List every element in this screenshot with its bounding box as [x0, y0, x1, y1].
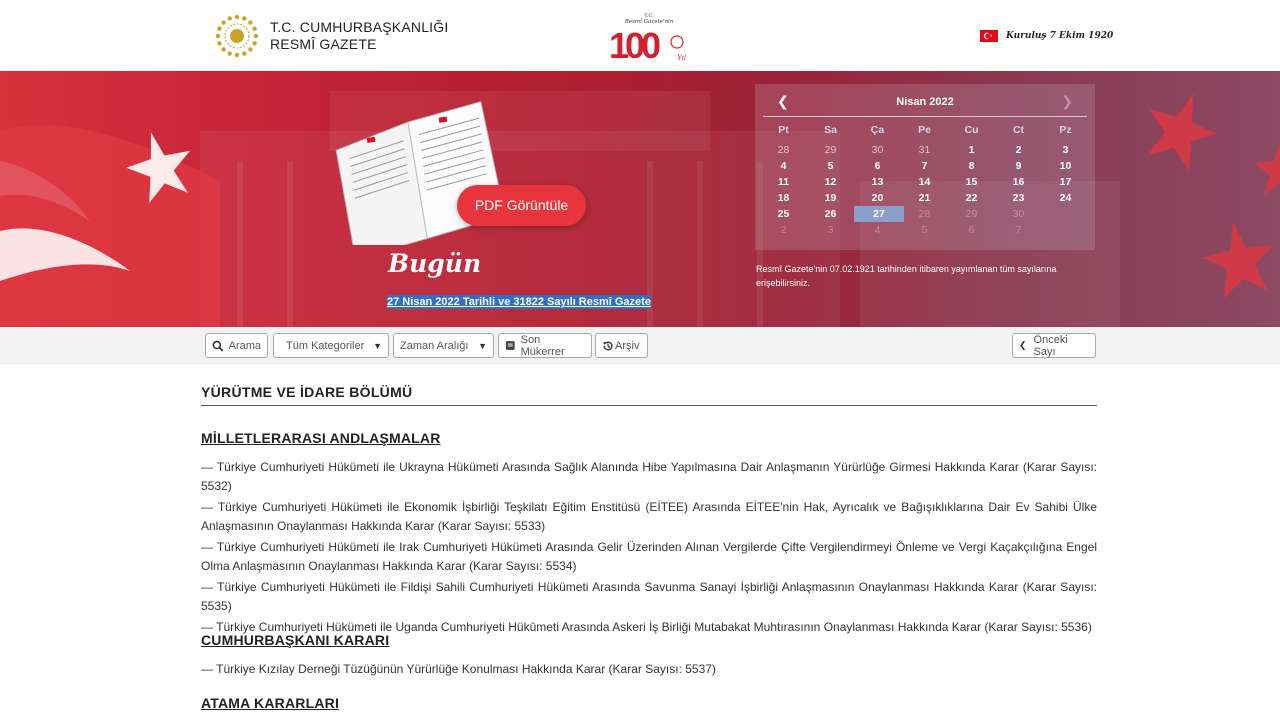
calendar-week-row	[760, 206, 1090, 222]
calendar-weekday-row	[760, 122, 1090, 142]
group-title[interactable]: ATAMA KARARLARI	[201, 695, 340, 711]
calendar-day-label: 28	[777, 144, 790, 156]
calendar-day[interactable]	[854, 158, 901, 174]
calendar-day	[854, 222, 901, 238]
chevron-down-icon: ▼	[478, 340, 487, 351]
calendar-day-label: 1	[968, 144, 975, 156]
calendar-weekday: Pz	[1059, 124, 1072, 136]
calendar-day[interactable]	[854, 142, 901, 158]
calendar-week-row	[760, 190, 1090, 206]
calendar-day	[901, 222, 948, 238]
calendar-day-label: 26	[824, 208, 837, 220]
calendar-day-label: 8	[968, 160, 975, 172]
calendar-day-label: 5	[921, 224, 928, 236]
calendar-day-label: 30	[1012, 208, 1025, 220]
calendar-day-label: 7	[1015, 224, 1022, 236]
section-title: YÜRÜTME VE İDARE BÖLÜMÜ	[201, 384, 1097, 406]
calendar-day-label: 13	[871, 176, 884, 188]
content-group	[201, 632, 1097, 682]
calendar-day[interactable]	[948, 158, 995, 174]
centennial-logo-line-1: T.C.	[644, 13, 654, 19]
time-range-select-value: Zaman Aralığı	[400, 339, 469, 352]
calendar-day-selected: 27	[854, 206, 904, 222]
time-range-select[interactable]	[393, 333, 494, 358]
calendar-weekday: Ça	[870, 124, 885, 136]
centennial-logo-line-2: Resmî Gazete'nin	[624, 19, 674, 25]
today-gazette-link[interactable]: 27 Nisan 2022 Tarihli ve 31822 Sayılı Resmî Gazete	[387, 296, 651, 308]
history-icon	[602, 340, 614, 352]
gazette-item-link[interactable]: — Türkiye Cumhuriyeti Hükümeti ile Ukrayna Hükümeti Arasında Sağlık Alanında Hibe Yapılmasına Dair Anlaşmanın Yürürlüğe Girmesi Hakkında Karar (Karar Sayısı: 5532)	[201, 460, 1097, 493]
calendar-weekday: Ct	[1012, 124, 1025, 136]
archive-label: Arşiv	[615, 339, 640, 352]
calendar-day[interactable]	[760, 174, 807, 190]
group-item-list	[201, 660, 1097, 679]
site-header	[0, 0, 1280, 71]
group-item-list	[201, 458, 1097, 637]
calendar-day-label: 4	[780, 160, 787, 172]
content-group	[201, 695, 1097, 723]
calendar-day[interactable]	[1042, 190, 1089, 206]
calendar-day-label: 5	[827, 160, 834, 172]
calendar-day	[1042, 222, 1089, 238]
calendar-day-label: 24	[1059, 192, 1072, 204]
logo-line-2: RESMÎ GAZETE	[270, 36, 377, 52]
calendar-widget	[755, 84, 1095, 250]
site-logo[interactable]	[214, 13, 448, 59]
founded-date	[980, 30, 1113, 42]
gazette-item-link[interactable]: — Türkiye Cumhuriyeti Hükümeti ile Uganda Cumhuriyeti Hükûmeti Arasında Askeri İş Birliği Mutabakat Muhtırasının Onaylanması Hakkında Karar (Karar Sayısı: 5536)	[201, 620, 1092, 634]
calendar-weekday: Cu	[964, 124, 979, 136]
calendar-day[interactable]	[901, 142, 948, 158]
calendar-day-label: 4	[874, 224, 881, 236]
calendar-week-row	[760, 142, 1090, 158]
calendar-day[interactable]	[807, 142, 854, 158]
calendar-weekday: Sa	[824, 124, 837, 136]
calendar-header	[763, 89, 1087, 117]
calendar-day-label: 2	[780, 224, 787, 236]
category-select-value: Tüm Kategoriler	[286, 339, 365, 352]
calendar-day-label: 19	[824, 192, 837, 204]
calendar-day-label: 16	[1012, 176, 1025, 188]
calendar-day-label: 21	[918, 192, 931, 204]
calendar-day-label: 14	[918, 176, 931, 188]
calendar-day-label: 6	[874, 160, 881, 172]
logo-line-1: T.C. CUMHURBAŞKANLIĞI	[270, 19, 449, 35]
last-repeat-label: Son Mükerrer	[520, 333, 565, 358]
calendar-day[interactable]	[760, 190, 807, 206]
calendar-day[interactable]	[948, 174, 995, 190]
calendar-day-label: 6	[968, 224, 975, 236]
calendar-day-label: 10	[1059, 160, 1072, 172]
chevron-left-icon: ❮	[1019, 340, 1027, 350]
archive-button[interactable]	[595, 333, 648, 358]
calendar-day[interactable]	[760, 142, 807, 158]
calendar-day-label: 30	[871, 144, 884, 156]
gazette-item-link[interactable]: — Türkiye Kızılay Derneği Tüzüğünün Yürürlüğe Konulması Hakkında Karar (Karar Sayısı: 5537)	[201, 662, 716, 676]
calendar-grid	[760, 124, 1090, 238]
calendar-day-label: 7	[921, 160, 928, 172]
calendar-day[interactable]	[760, 206, 807, 222]
calendar-day[interactable]	[948, 142, 995, 158]
calendar-day[interactable]	[1042, 158, 1089, 174]
calendar-day-label: 17	[1059, 176, 1072, 188]
calendar-day[interactable]	[901, 158, 948, 174]
calendar-day	[807, 222, 854, 238]
calendar-day[interactable]	[854, 174, 901, 190]
calendar-day[interactable]	[995, 158, 1042, 174]
group-title[interactable]: CUMHURBAŞKANI KARARI	[201, 632, 390, 648]
calendar-day-label: 23	[1012, 192, 1025, 204]
calendar-day[interactable]	[807, 206, 854, 222]
hero-banner	[0, 71, 1280, 327]
calendar-day-label: 31	[918, 144, 931, 156]
presidential-seal-icon	[214, 13, 260, 59]
calendar-day[interactable]	[995, 142, 1042, 158]
calendar-day	[948, 206, 995, 222]
calendar-day[interactable]	[1042, 142, 1089, 158]
calendar-day-label: 22	[965, 192, 978, 204]
founded-text: Kuruluş 7 Ekim 1920	[1006, 31, 1114, 41]
centennial-logo	[607, 12, 691, 62]
calendar-day-label: 3	[827, 224, 834, 236]
gazette-item-link[interactable]: — Türkiye Cumhuriyeti Hükümeti ile Ekonomik İşbirliği Teşkilatı Eğitim Enstitüsü (EİTEE) Arasında EİTEE'nin Hak, Ayrıcalık ve Bağışıklıklarına Dair Ev Sahibi Ülke Anlaşmasının Onaylanması Hakkında Karar (Karar Sayısı: 5533)	[201, 500, 1097, 533]
content-group	[201, 430, 1097, 640]
category-select[interactable]	[273, 333, 389, 358]
calendar-day	[901, 206, 948, 222]
calendar-prev-icon[interactable]: ❮	[777, 93, 789, 109]
archive-note: Resmî Gazete'nin 07.02.1921 tarihinden itibaren yayımlanan tüm sayılarına erişebilirsiniz.	[756, 264, 1057, 288]
gazette-item-link[interactable]: — Türkiye Cumhuriyeti Hükümeti ile Irak Cumhuriyeti Hükümeti Arasında Gelir Üzerinden Alınan Vergilerde Çifte Vergilendirmeyi Önleme ve Vergi Kaçakçılığına Engel Olma Anlaşmasının Onaylanması Hakkında Karar (Karar Sayısı: 5534)	[201, 540, 1097, 573]
calendar-day	[1042, 206, 1089, 222]
pdf-view-button[interactable]: PDF Görüntüle	[457, 185, 586, 226]
chevron-down-icon: ▼	[373, 340, 382, 351]
calendar-day[interactable]	[995, 174, 1042, 190]
calendar-day-label: 28	[918, 208, 931, 220]
turkish-flag-icon	[980, 30, 998, 42]
calendar-day-label: 29	[824, 144, 837, 156]
gazette-contents	[201, 384, 1097, 711]
calendar-day[interactable]	[854, 190, 901, 206]
calendar-day[interactable]	[995, 190, 1042, 206]
previous-issue-label: Önceki Sayı	[1033, 333, 1068, 358]
calendar-day	[995, 206, 1042, 222]
calendar-next-icon: ❯	[1061, 93, 1073, 109]
calendar-day[interactable]	[807, 158, 854, 174]
calendar-day[interactable]	[948, 190, 995, 206]
search-button[interactable]	[205, 333, 268, 358]
calendar-week-row	[760, 222, 1090, 238]
calendar-day[interactable]	[807, 174, 854, 190]
calendar-month-label: Nisan 2022	[896, 96, 954, 108]
calendar-day-label: 2	[1015, 144, 1022, 156]
calendar-weekday: Pe	[918, 124, 931, 136]
calendar-week-row	[760, 158, 1090, 174]
centennial-logo-number: 100	[609, 25, 658, 62]
calendar-day[interactable]	[854, 206, 901, 222]
search-icon	[212, 340, 224, 352]
last-repeat-button[interactable]	[498, 333, 592, 358]
calendar-week-row	[760, 174, 1090, 190]
group-title[interactable]: MİLLETLERARASI ANDLAŞMALAR	[201, 430, 441, 446]
calendar-day	[948, 222, 995, 238]
book-icon	[505, 340, 516, 351]
calendar-day	[995, 222, 1042, 238]
calendar-day-label: 29	[965, 208, 978, 220]
calendar-day[interactable]	[807, 190, 854, 206]
calendar-day-label: 15	[965, 176, 978, 188]
calendar-day[interactable]	[901, 190, 948, 206]
calendar-day[interactable]	[760, 158, 807, 174]
calendar-day-label: 18	[777, 192, 790, 204]
previous-issue-button[interactable]	[1012, 333, 1096, 358]
today-heading: Bugün	[388, 249, 482, 278]
calendar-day-label: 25	[777, 208, 790, 220]
search-toolbar	[0, 327, 1280, 365]
calendar-day[interactable]	[901, 174, 948, 190]
calendar-day-label: 12	[824, 176, 837, 188]
calendar-day	[760, 222, 807, 238]
calendar-weekday: Pt	[778, 124, 789, 136]
calendar-day-label: 11	[777, 176, 790, 188]
calendar-day-label: 3	[1062, 144, 1069, 156]
centennial-logo-suffix: Yıl	[677, 54, 687, 62]
calendar-day-label: 20	[871, 192, 884, 204]
calendar-day[interactable]	[1042, 174, 1089, 190]
gazette-item-link[interactable]: — Türkiye Cumhuriyeti Hükümeti ile Fildişi Sahili Cumhuriyeti Hükümeti Arasında Savunma Sanayi İşbirliği Anlaşmasının Onaylanması Hakkında Karar (Karar Sayısı: 5535)	[201, 580, 1097, 613]
calendar-day-label: 9	[1015, 160, 1022, 172]
search-button-label: Arama	[228, 339, 261, 352]
